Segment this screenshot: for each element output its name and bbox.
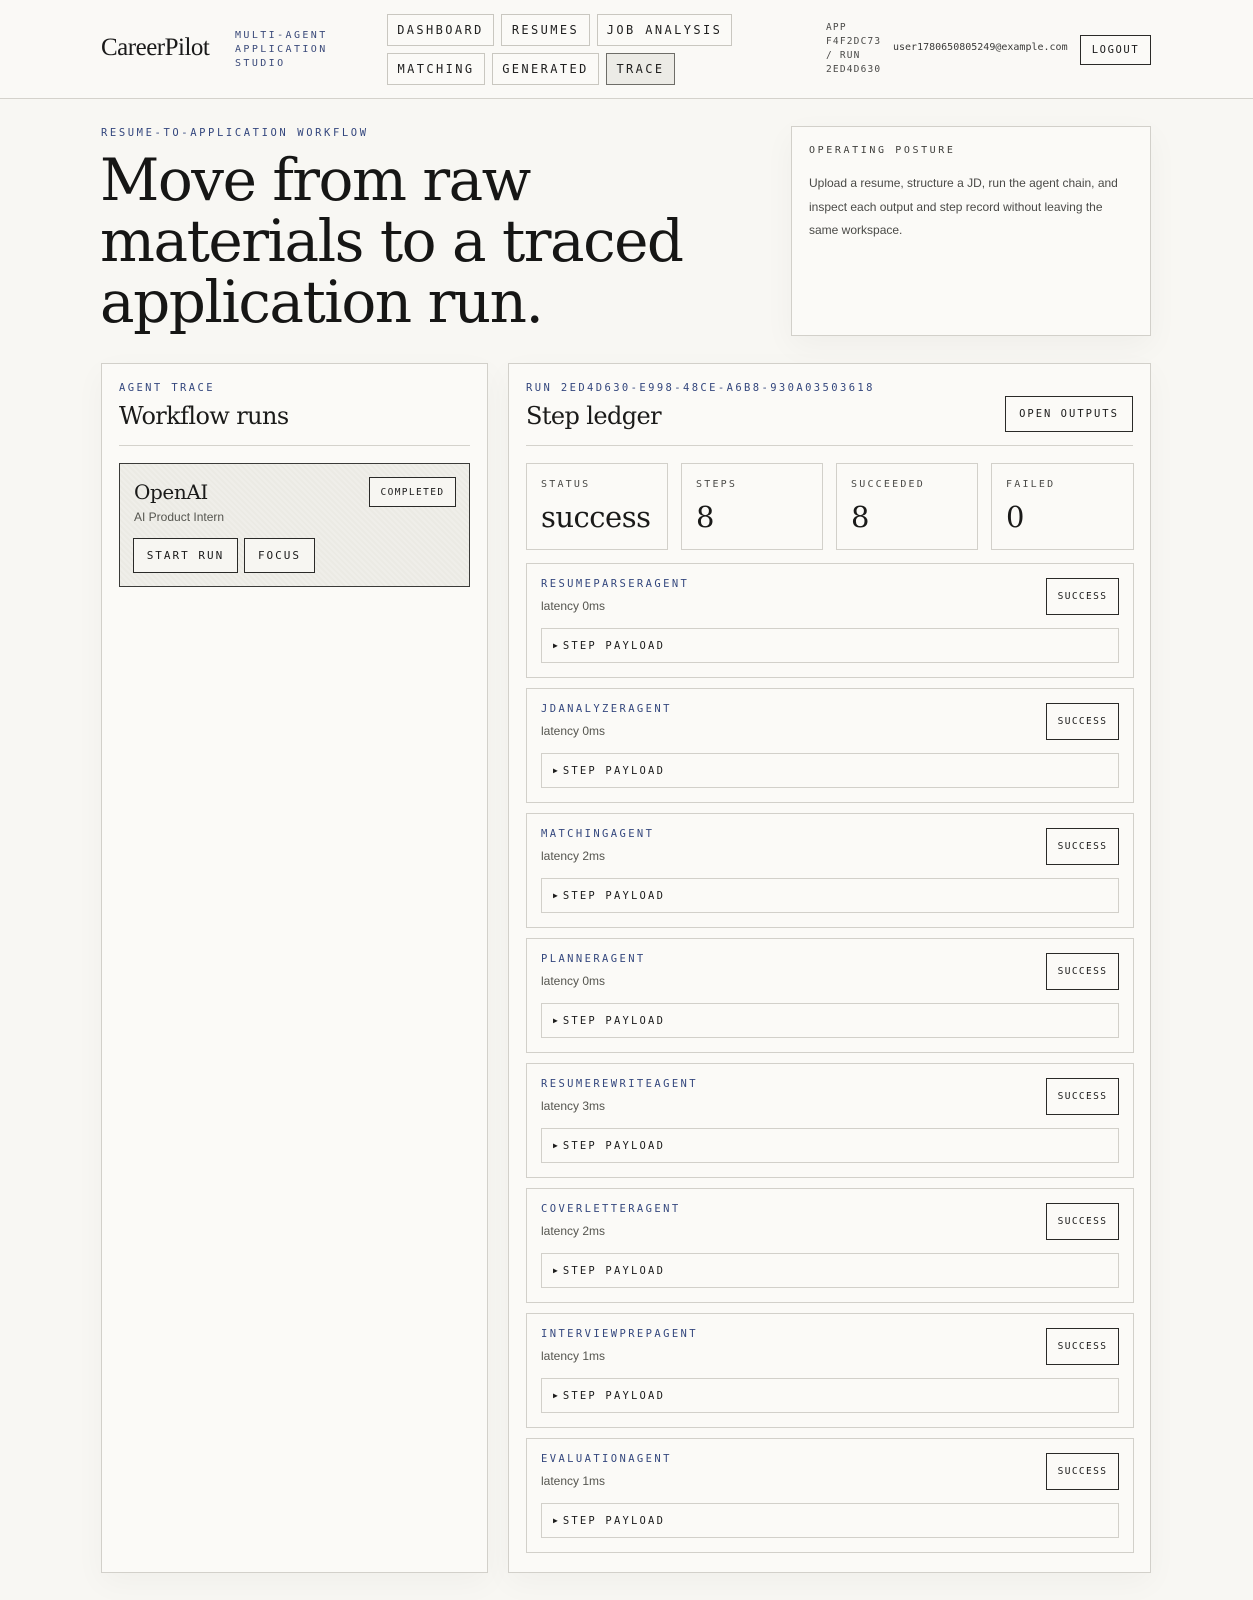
app-run-id: APP F4F2DC73 / RUN 2ED4D630 bbox=[826, 22, 882, 75]
nav-dashboard[interactable]: DASHBOARD bbox=[387, 14, 494, 46]
divider bbox=[119, 445, 470, 446]
stat-failed bbox=[991, 463, 1134, 550]
stat-value: success bbox=[541, 500, 651, 534]
step-card bbox=[526, 813, 1134, 928]
step-card bbox=[526, 938, 1134, 1053]
step-latency: latency 1ms bbox=[541, 1474, 606, 1488]
step-agent-name: MATCHINGAGENT bbox=[541, 828, 655, 840]
runs-eyebrow: AGENT TRACE bbox=[119, 382, 215, 394]
stat-succeeded bbox=[836, 463, 978, 550]
triangle-right-icon: ▶ bbox=[553, 1266, 558, 1275]
nav-job-analysis[interactable]: JOB ANALYSIS bbox=[597, 14, 732, 46]
step-agent-name: PLANNERAGENT bbox=[541, 953, 646, 965]
stat-value: 8 bbox=[696, 500, 714, 534]
posture-text: Upload a resume, structure a JD, run the agent chain, and inspect each output and step record without leaving the same workspace. bbox=[809, 176, 1118, 237]
ledger-eyebrow: RUN 2ED4D630-E998-48CE-A6B8-930A03503618 bbox=[526, 382, 875, 394]
step-latency: latency 0ms bbox=[541, 724, 606, 738]
step-agent-name: EVALUATIONAGENT bbox=[541, 1453, 672, 1465]
triangle-right-icon: ▶ bbox=[553, 641, 558, 650]
step-payload-label: STEP PAYLOAD bbox=[562, 1514, 666, 1527]
step-payload-label: STEP PAYLOAD bbox=[562, 1014, 666, 1027]
step-payload-toggle[interactable] bbox=[541, 878, 1119, 913]
ledger-title: Step ledger bbox=[526, 402, 661, 430]
stat-value: 0 bbox=[1006, 500, 1024, 534]
nav-resumes[interactable]: RESUMES bbox=[501, 14, 590, 46]
step-payload-label: STEP PAYLOAD bbox=[562, 1139, 666, 1152]
hero-eyebrow: RESUME-TO-APPLICATION WORKFLOW bbox=[101, 127, 369, 139]
hero-title: Move from raw materials to a traced application run. bbox=[100, 146, 683, 336]
step-status-badge: SUCCESS bbox=[1046, 1328, 1119, 1365]
triangle-right-icon: ▶ bbox=[553, 891, 558, 900]
nav-matching[interactable]: MATCHING bbox=[387, 53, 485, 85]
step-payload-toggle[interactable] bbox=[541, 1503, 1119, 1538]
step-payload-toggle[interactable] bbox=[541, 753, 1119, 788]
step-status-badge: SUCCESS bbox=[1046, 1203, 1119, 1240]
run-company: OpenAI bbox=[134, 480, 208, 504]
step-agent-name: RESUMEPARSERAGENT bbox=[541, 578, 690, 590]
step-payload-label: STEP PAYLOAD bbox=[562, 639, 666, 652]
triangle-right-icon: ▶ bbox=[553, 766, 558, 775]
triangle-right-icon: ▶ bbox=[553, 1391, 558, 1400]
step-ledger-panel bbox=[508, 363, 1151, 1573]
user-email: user1780650805249@example.com bbox=[893, 42, 1068, 53]
runs-title: Workflow runs bbox=[119, 402, 289, 430]
step-status-badge: SUCCESS bbox=[1046, 703, 1119, 740]
step-latency: latency 1ms bbox=[541, 1349, 606, 1363]
stat-steps bbox=[681, 463, 823, 550]
step-card bbox=[526, 1063, 1134, 1178]
step-status-badge: SUCCESS bbox=[1046, 578, 1119, 615]
run-role: AI Product Intern bbox=[134, 510, 225, 524]
status-badge: COMPLETED bbox=[369, 477, 456, 507]
step-payload-label: STEP PAYLOAD bbox=[562, 889, 666, 902]
step-latency: latency 0ms bbox=[541, 974, 606, 988]
focus-button[interactable]: FOCUS bbox=[244, 538, 315, 573]
step-payload-toggle[interactable] bbox=[541, 1378, 1119, 1413]
step-card bbox=[526, 563, 1134, 678]
step-payload-toggle[interactable] bbox=[541, 628, 1119, 663]
step-payload-label: STEP PAYLOAD bbox=[562, 1264, 666, 1277]
brand-tagline: MULTI-AGENT APPLICATION STUDIO bbox=[235, 30, 328, 69]
stat-label: STEPS bbox=[696, 479, 738, 490]
step-payload-label: STEP PAYLOAD bbox=[562, 764, 666, 777]
workflow-runs-panel bbox=[101, 363, 488, 1573]
stat-status bbox=[526, 463, 668, 550]
stat-label: FAILED bbox=[1006, 479, 1056, 490]
stat-label: SUCCEEDED bbox=[851, 479, 925, 490]
step-status-badge: SUCCESS bbox=[1046, 953, 1119, 990]
step-card bbox=[526, 1188, 1134, 1303]
triangle-right-icon: ▶ bbox=[553, 1141, 558, 1150]
step-payload-toggle[interactable] bbox=[541, 1003, 1119, 1038]
step-agent-name: COVERLETTERAGENT bbox=[541, 1203, 681, 1215]
triangle-right-icon: ▶ bbox=[553, 1516, 558, 1525]
brand-logo[interactable]: CareerPilot bbox=[101, 34, 210, 61]
step-payload-label: STEP PAYLOAD bbox=[562, 1389, 666, 1402]
posture-title: OPERATING POSTURE bbox=[809, 145, 956, 156]
nav-generated[interactable]: GENERATED bbox=[492, 53, 599, 85]
logout-button[interactable]: LOGOUT bbox=[1080, 35, 1151, 65]
step-agent-name: INTERVIEWPREPAGENT bbox=[541, 1328, 698, 1340]
step-payload-toggle[interactable] bbox=[541, 1253, 1119, 1288]
step-agent-name: RESUMEREWRITEAGENT bbox=[541, 1078, 698, 1090]
operating-posture-card bbox=[791, 126, 1151, 336]
open-outputs-button[interactable]: OPEN OUTPUTS bbox=[1005, 396, 1133, 432]
step-latency: latency 2ms bbox=[541, 1224, 606, 1238]
top-header bbox=[0, 0, 1253, 99]
run-card[interactable] bbox=[119, 463, 470, 587]
step-latency: latency 2ms bbox=[541, 849, 606, 863]
step-latency: latency 3ms bbox=[541, 1099, 606, 1113]
nav-trace[interactable]: TRACE bbox=[606, 53, 675, 85]
step-card bbox=[526, 1313, 1134, 1428]
step-agent-name: JDANALYZERAGENT bbox=[541, 703, 672, 715]
start-run-button[interactable]: START RUN bbox=[133, 538, 238, 573]
divider bbox=[526, 445, 1133, 446]
step-latency: latency 0ms bbox=[541, 599, 606, 613]
step-status-badge: SUCCESS bbox=[1046, 828, 1119, 865]
stat-label: STATUS bbox=[541, 479, 591, 490]
step-payload-toggle[interactable] bbox=[541, 1128, 1119, 1163]
step-card bbox=[526, 688, 1134, 803]
stat-value: 8 bbox=[851, 500, 869, 534]
step-status-badge: SUCCESS bbox=[1046, 1453, 1119, 1490]
step-status-badge: SUCCESS bbox=[1046, 1078, 1119, 1115]
step-card bbox=[526, 1438, 1134, 1553]
triangle-right-icon: ▶ bbox=[553, 1016, 558, 1025]
